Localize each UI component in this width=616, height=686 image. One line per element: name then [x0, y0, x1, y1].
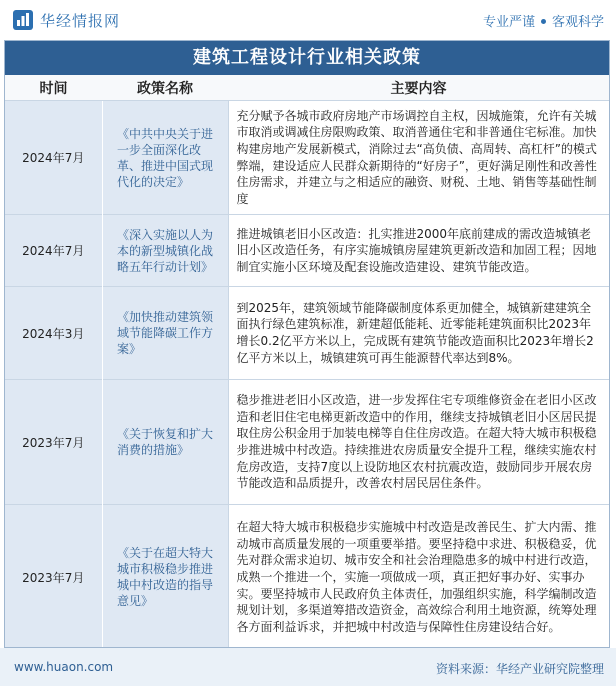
- policy-table-frame: [4, 40, 610, 648]
- table-title: 建筑工程设计行业相关政策: [5, 41, 609, 75]
- table-row: [5, 380, 609, 505]
- row-policy-name: [102, 287, 228, 380]
- policy-name-text: 《关于恢复和扩大消费的措施》: [117, 427, 214, 457]
- brand-name: 华经情报网: [40, 11, 121, 30]
- brand-logo[interactable]: [12, 9, 120, 31]
- row-content: 到2025年，建筑领域节能降碳制度体系更加健全，城镇新建建筑全面执行绿色建筑标准，新建超低能耗、近零能耗建筑面积比2023年增长0.2亿平方米以上，完成既有建筑节能改造面积比2023年增长2亿平方米以上，城镇建筑可再生能源替代率达到8%。: [228, 287, 609, 380]
- row-time: 2024年7月: [5, 101, 102, 215]
- column-header-time: 时间: [5, 75, 102, 101]
- policy-name-text: 《深入实施以人为本的新型城镇化战略五年行动计划》: [117, 227, 214, 274]
- row-time: 2023年7月: [5, 380, 102, 505]
- row-content: 在超大特大城市积极稳步实施城中村改造是改善民生、扩大内需、推动城市高质量发展的一项重要举措。要坚持稳中求进、积极稳妥，优先对群众需求迫切、城市安全和社会治理隐患多的城中村进行改造，成熟一个推进一个，实施一项做成一项，真正把好事办好、实事办实。要坚持城市人民政府负主体责任，加强组织实施，科学编制改造规划计划，多渠道筹措改造资金，高效综合利用土地资源，统筹处理各方面利益诉求，并把城中村改造与保障性住房建设结合好。: [228, 505, 609, 649]
- row-policy-name: [102, 505, 228, 649]
- top-header: [0, 0, 616, 40]
- policy-name-text: 《关于在超大特大城市积极稳步推进城中村改造的指导意见》: [117, 546, 214, 609]
- row-content: 稳步推进老旧小区改造，进一步发挥住宅专项维修资金在老旧小区改造和老旧住宅电梯更新改造中的作用，继续支持城镇老旧小区居民提取住房公积金用于加装电梯等自住住房改造。在超大特大城市积极稳步推进城中村改造。持续推进农房质量安全提升工程，继续实施农村危房改造，支持7度以上设防地区农村抗震改造，鼓励同步开展农房节能改造和品质提升，改善农村居民居住条件。: [228, 380, 609, 505]
- table-row: [5, 101, 609, 215]
- table-header-row: [5, 75, 609, 101]
- column-header-policy: 政策名称: [102, 75, 228, 101]
- slogan-left: 专业严谨: [482, 15, 535, 30]
- row-policy-name: [102, 101, 228, 215]
- row-time: 2024年7月: [5, 215, 102, 287]
- row-content: 充分赋予各城市政府房地产市场调控自主权，因城施策，允许有关城市取消或调减住房限购政策、取消普通住宅和非普通住宅标准。加快构建房地产发展新模式，消除过去“高负债、高周转、高杠杆”的模式弊端，建设适应人民群众新期待的“好房子”，更好满足刚性和改善性住房需求，并建立与之相适应的融资、财税、土地、销售等基础性制度: [228, 101, 609, 215]
- table-row: [5, 505, 609, 649]
- row-time: 2024年3月: [5, 287, 102, 380]
- huajing-logo-icon: [12, 9, 34, 31]
- table-row: [5, 287, 609, 380]
- footer-bar: [0, 648, 616, 686]
- row-policy-name: [102, 380, 228, 505]
- policy-name-text: 《加快推动建筑领域节能降碳工作方案》: [117, 310, 214, 356]
- bullet-dot-icon: [541, 19, 546, 24]
- table-row: [5, 215, 609, 287]
- column-header-content: 主要内容: [228, 75, 609, 101]
- policy-table: [5, 75, 609, 648]
- row-policy-name: [102, 215, 228, 287]
- row-content: 推进城镇老旧小区改造：扎实推进2000年底前建成的需改造城镇老旧小区改造任务，有序实施城镇房屋建筑更新改造和加固工程；因地制宜实施小区环境及配套设施改造建设、建筑节能改造。: [228, 215, 609, 287]
- slogan: [483, 11, 604, 30]
- slogan-right: 客观科学: [551, 15, 604, 30]
- data-source: 资料来源：华经产业研究院整理: [435, 662, 604, 676]
- policy-name-text: 《中共中央关于进一步全面深化改革、推进中国式现代化的决定》: [117, 126, 214, 189]
- row-time: 2023年7月: [5, 505, 102, 649]
- website-link[interactable]: www.huaon.com: [14, 660, 114, 674]
